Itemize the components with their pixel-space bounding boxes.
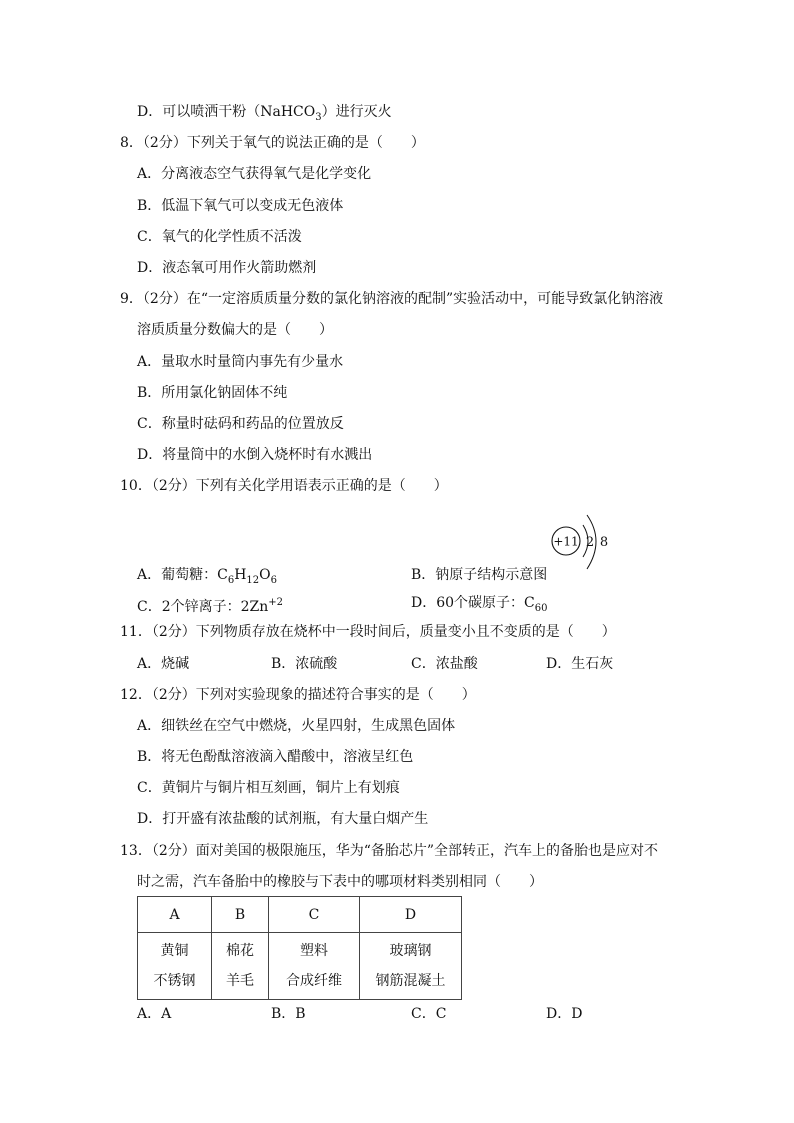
q10-stem: 10．（2分）下列有关化学用语表示正确的是（ ） [120, 478, 448, 494]
q10-option-a [137, 566, 277, 590]
q10-option-c [137, 594, 283, 616]
table-header-cell: B [212, 897, 269, 933]
q8-option-b: B．低温下氧气可以变成无色液体 [137, 198, 344, 214]
q7-option-d-sub: 3 [315, 112, 322, 123]
shell-1-count: 2 [585, 535, 595, 550]
q8-stem: 8．（2分）下列关于氧气的说法正确的是（ ） [120, 135, 425, 151]
q11-option-b: B．浓硫酸 [271, 656, 338, 672]
q9-option-c: C．称量时砝码和药品的位置放反 [137, 416, 344, 432]
q12-option-b: B．将无色酚酞溶液滴入醋酸中，溶液呈红色 [137, 749, 414, 765]
q9-option-d: D．将量筒中的水倒入烧杯时有水溅出 [137, 447, 373, 463]
q11-option-d: D．生石灰 [546, 656, 614, 672]
q10-option-a-sub: 6 [270, 575, 278, 586]
q8-option-a: A．分离液态空气获得氧气是化学变化 [137, 166, 372, 182]
cell-line: 塑料 [300, 943, 328, 959]
q13-stem-line2: 时之需，汽车备胎中的橡胶与下表中的哪项材料类别相同（ ） [137, 874, 543, 890]
table-header-row [138, 897, 462, 933]
q10-option-c-sup: +2 [268, 597, 284, 608]
cell-line: 钢筋混凝土 [375, 973, 446, 989]
q8-option-c: C．氧气的化学性质不活泼 [137, 229, 302, 245]
q10-option-a-sub: 6 [227, 575, 235, 586]
q12-option-a: A．细铁丝在空气中燃烧，火星四射，生成黑色固体 [137, 718, 456, 734]
q12-option-c: C．黄铜片与铜片相互刻画，铜片上有划痕 [137, 780, 400, 796]
table-cell [212, 933, 269, 1000]
q13-option-c: C．C [411, 1006, 447, 1022]
q13-option-b: B．B [271, 1006, 306, 1022]
q10-option-d-text: D．60个碳原子：C [411, 595, 535, 611]
q9-option-b: B．所用氯化钠固体不纯 [137, 385, 288, 401]
cell-line: 合成纤维 [286, 973, 342, 989]
q13-stem-line1: 13．（2分）面对美国的极限施压，华为“备胎芯片”全部转正，汽车上的备胎也是应对不 [120, 843, 659, 859]
nucleus-charge: +11 [553, 534, 579, 549]
q11-option-a: A．烧碱 [137, 656, 190, 672]
q12-option-d: D．打开盛有浓盐酸的试剂瓶，有大量白烟产生 [137, 811, 429, 827]
shell-2-count: 8 [599, 535, 609, 550]
cell-line: 羊毛 [226, 973, 254, 989]
q7-option-d-text: D．可以喷洒干粉（NaHCO [137, 104, 316, 120]
table-cell [360, 933, 462, 1000]
q10-option-d-sub: 60 [534, 603, 548, 614]
q10-option-a-text: O [259, 567, 271, 583]
table-header-cell: A [138, 897, 212, 933]
q10-option-b: B．钠原子结构示意图 [411, 567, 548, 583]
q10-option-a-sub: 12 [246, 575, 260, 586]
table-cell [138, 933, 212, 1000]
q7-option-d [137, 103, 392, 127]
q8-option-d: D．液态氧可用作火箭助燃剂 [137, 260, 317, 276]
q11-stem: 11．（2分）下列物质存放在烧杯中一段时间后，质量变小且不变质的是（ ） [120, 624, 616, 640]
q10-option-d [411, 594, 548, 618]
q10-option-a-text: H [234, 567, 247, 583]
q13-option-a: A．A [137, 1006, 172, 1022]
cell-line: 棉花 [226, 943, 254, 959]
q13-option-d: D．D [546, 1006, 583, 1022]
table-header-cell: D [360, 897, 462, 933]
sodium-atom-diagram [547, 507, 627, 579]
q10-option-c-text: C．2个锌离子：2Zn [137, 599, 269, 615]
cell-line: 不锈钢 [153, 973, 196, 989]
table-row [138, 933, 462, 1000]
q10-option-a-text: A．葡萄糖：C [137, 567, 228, 583]
table-header-cell: C [269, 897, 360, 933]
cell-line: 黄铜 [160, 943, 189, 959]
q7-option-d-text-end: ）进行灭火 [321, 104, 392, 120]
q12-stem: 12．（2分）下列对实验现象的描述符合事实的是（ ） [120, 687, 476, 703]
q11-option-c: C．浓盐酸 [411, 656, 478, 672]
cell-line: 玻璃钢 [389, 943, 432, 959]
materials-table [137, 896, 462, 1000]
q9-stem-line1: 9．（2分）在“一定溶质质量分数的氯化钠溶液的配制”实验活动中，可能导致氯化钠溶液 [120, 291, 664, 307]
q9-option-a: A．量取水时量筒内事先有少量水 [137, 354, 344, 370]
table-cell [269, 933, 360, 1000]
q9-stem-line2: 溶质质量分数偏大的是（ ） [137, 322, 333, 338]
